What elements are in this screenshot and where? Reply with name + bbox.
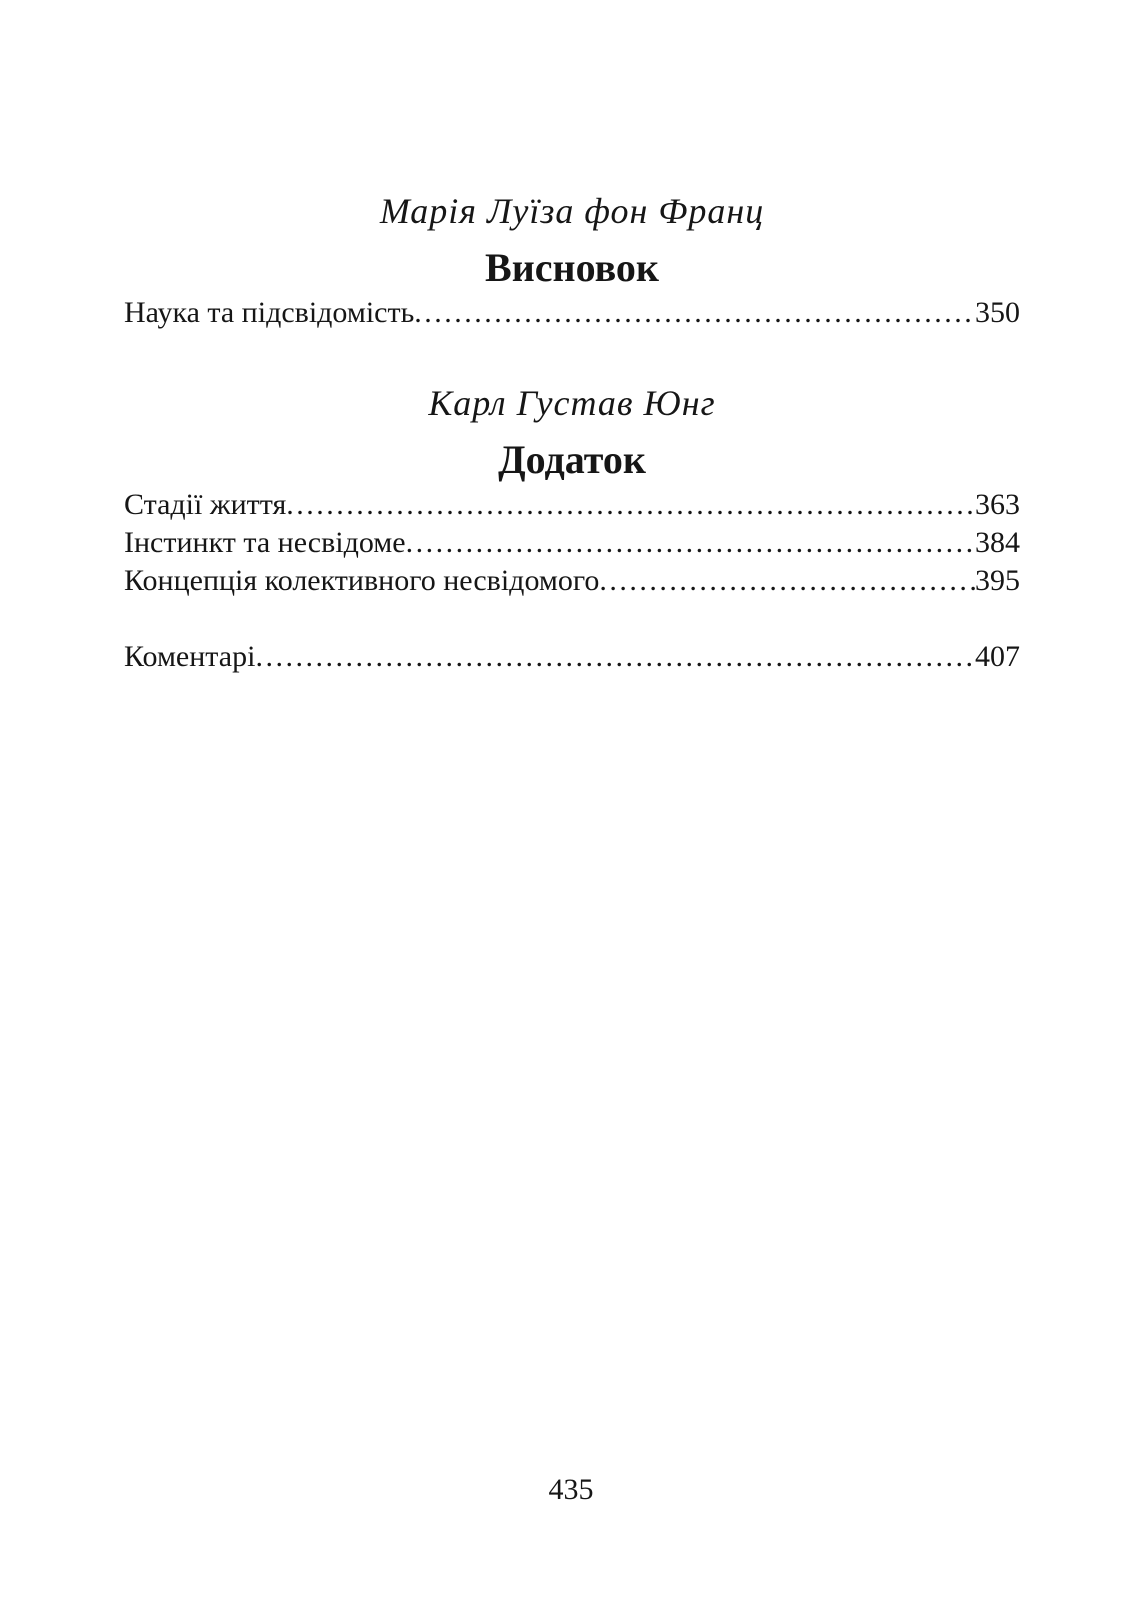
dot-leader	[414, 294, 975, 332]
section-title: Додаток	[498, 437, 646, 482]
section-author: Марія Луїза фон Франц	[379, 191, 765, 231]
toc-entry-comments	[124, 638, 1020, 676]
toc-section-vysnovok	[124, 190, 1020, 332]
toc-entry-page: 363	[975, 488, 1020, 521]
toc-entry-page: 384	[975, 526, 1020, 559]
section-title: Висновок	[485, 245, 659, 290]
dot-leader	[599, 562, 975, 600]
toc-entry-page: 407	[975, 640, 1020, 673]
toc-entry-page: 350	[975, 296, 1020, 329]
toc-entry	[124, 524, 1020, 562]
toc-entry	[124, 294, 1020, 332]
dot-leader	[406, 524, 975, 562]
table-of-contents	[124, 190, 1020, 676]
toc-entry-page: 395	[975, 564, 1020, 597]
section-author: Карл Густав Юнг	[428, 383, 716, 423]
page-number: 435	[548, 1473, 594, 1506]
toc-entry-label: Стадії життя	[124, 488, 287, 521]
toc-entry	[124, 562, 1020, 600]
toc-entry-label: Концепція колективного несвідомого	[124, 564, 600, 597]
dot-leader	[255, 638, 975, 676]
toc-entry-label: Наука та підсвідомість	[124, 296, 415, 329]
toc-entry-label: Інстинкт та несвідоме	[124, 526, 406, 559]
toc-entry	[124, 486, 1020, 524]
toc-section-dodatok	[124, 382, 1020, 600]
toc-entry-label: Коментарі	[124, 640, 256, 673]
dot-leader	[286, 486, 975, 524]
